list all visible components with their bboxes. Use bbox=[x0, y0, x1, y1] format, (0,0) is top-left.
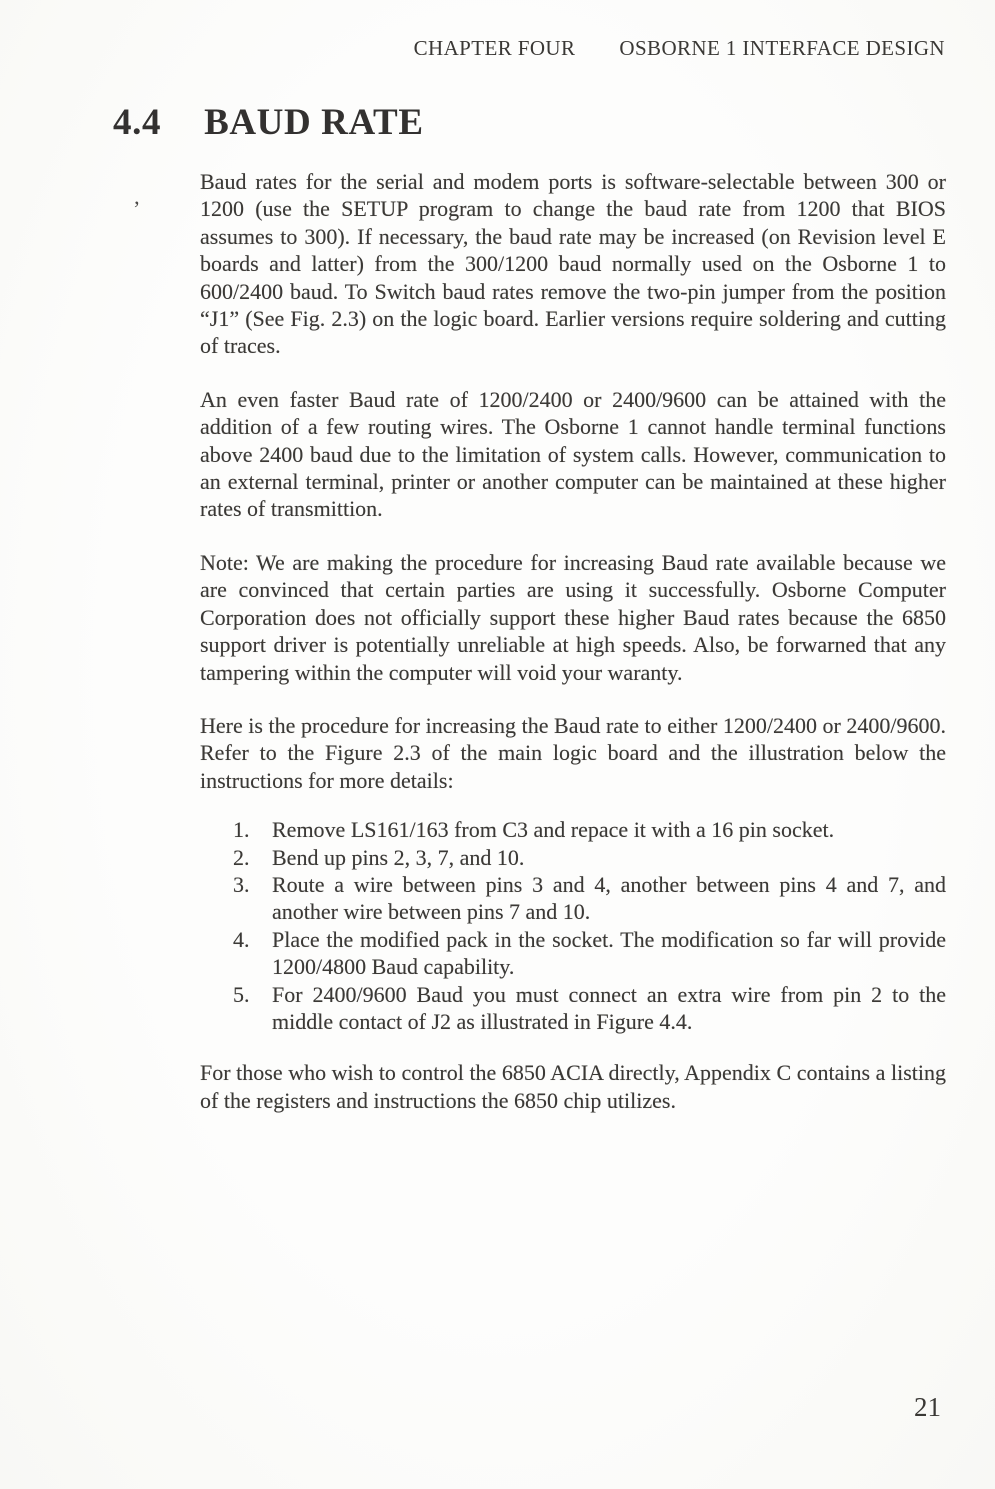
paragraph-baud-rates: Baud rates for the serial and modem ports is software-selectable between 300 or 1200 (use the SETUP program to change the baud rate from 1200 that BIOS assumes to 300). If necessary, the baud rate may be increased (on Revision level E boards and latter) from the 300/1200 baud normally used on the Osborne 1 to 600/2400 baud. To Switch baud rates remove the two-pin jumper from the position “J1” (See Fig. 2.3) on the logic board. Earlier versions require soldering and cutting of traces. bbox=[200, 169, 946, 359]
chapter-label: CHAPTER FOUR bbox=[413, 36, 576, 60]
procedure-list bbox=[233, 816, 946, 1035]
list-item-number: 1. bbox=[233, 817, 250, 843]
running-header bbox=[414, 36, 945, 61]
book-title-label: OSBORNE 1 INTERFACE DESIGN bbox=[619, 36, 945, 60]
list-item-number: 5. bbox=[233, 981, 250, 1007]
closing-paragraph: For those who wish to control the 6850 ACIA directly, Appendix C contains a listing of the registers and instructions the 6850 chip utilizes. bbox=[200, 1060, 946, 1113]
list-item bbox=[233, 816, 946, 843]
paragraph-faster-baud: An even faster Baud rate of 1200/2400 or 2400/9600 can be attained with the addition of a few routing wires. The Osborne 1 cannot handle terminal functions above 2400 baud due to the limitation of system calls. However, communication to an external terminal, printer or another computer can be maintained at these higher rates of transmittion. bbox=[200, 386, 946, 522]
body-text-column bbox=[200, 168, 946, 1140]
section-number: 4.4 bbox=[113, 102, 162, 143]
list-item bbox=[233, 981, 946, 1036]
list-item-number: 2. bbox=[233, 844, 250, 870]
paragraph-note: Note: We are making the procedure for increasing Baud rate available because we are convinced that certain parties are using it successfully. Osborne Computer Corporation does not officially support these higher Baud rates because the 6850 support driver is potentially unreliable at high speeds. Also, be forwarned that any tampering within the computer will void your waranty. bbox=[200, 549, 946, 685]
list-item bbox=[233, 844, 946, 871]
list-item-text: For 2400/9600 Baud you must connect an extra wire from pin 2 to the middle contact of J2 as illustrated in Figure 4.4. bbox=[272, 981, 946, 1034]
list-item-text: Bend up pins 2, 3, 7, and 10. bbox=[272, 844, 525, 870]
list-item bbox=[233, 926, 946, 981]
list-item-text: Remove LS161/163 from C3 and repace it with a 16 pin socket. bbox=[272, 817, 835, 843]
scan-artifact-mark: ’ bbox=[133, 196, 141, 221]
list-item bbox=[233, 871, 946, 926]
list-item-text: Route a wire between pins 3 and 4, another between pins 4 and 7, and another wire between pins 7 and 10. bbox=[272, 871, 946, 925]
section-heading bbox=[113, 101, 424, 144]
section-title: BAUD RATE bbox=[204, 102, 424, 143]
page-number: 21 bbox=[914, 1392, 941, 1422]
list-item-text: Place the modified pack in the socket. The modification so far will provide 1200/4800 Baud capability. bbox=[272, 926, 946, 980]
list-item-number: 3. bbox=[233, 871, 250, 897]
paragraph-procedure-intro: Here is the procedure for increasing the Baud rate to either 1200/2400 or 2400/9600. Refer to the Figure 2.3 of the main logic board and the illustration below the instructions for more details: bbox=[200, 712, 946, 793]
list-item-number: 4. bbox=[233, 926, 250, 952]
